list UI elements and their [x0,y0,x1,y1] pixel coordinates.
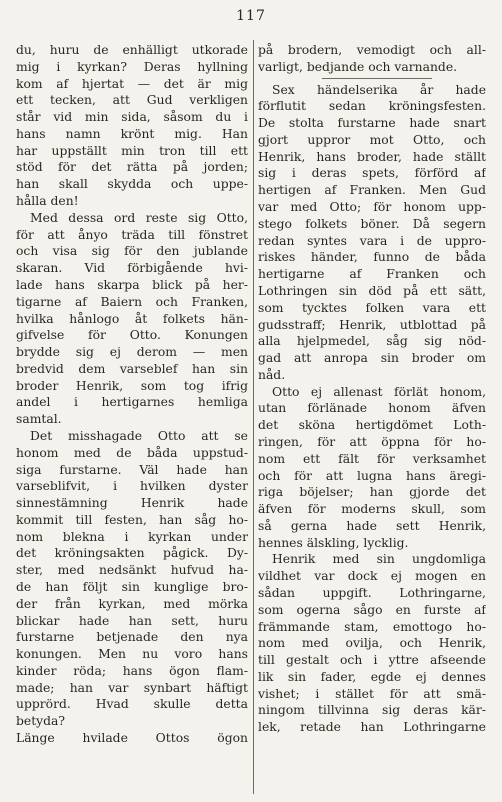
text-line: nåd. [258,367,286,382]
text-line: du, huru de enhälligt utkorade [16,43,248,57]
text-line: står vid min sida, såsom du i [16,110,248,125]
text-line: hans namn krönt mig. Han [16,126,248,141]
text-line: och för att lugna hans äregi- [258,468,486,483]
text-line: konungen. Men nu voro hans [16,647,248,662]
text-line: kommit till festen, han såg ho- [16,512,248,527]
text-line: gjort uppror mot Otto, och [258,132,486,147]
text-line: sig i deras spets, förförd af [258,166,486,181]
text-line: de han följt sin kunglige bro- [16,580,248,594]
text-line: stego folkets böner. Då segern [258,216,486,231]
text-line: har uppställt min tron till ett [16,143,248,158]
page-number: 117 [236,8,266,24]
text-line: nom ett fält för verksamhet [258,451,486,466]
left-column [16,42,248,796]
text-line: för att ånyo träda till fönstret [16,227,248,242]
text-line: hertigarne af Franken och [258,267,486,282]
text-line: der från kyrkan, med mörka [16,596,248,611]
right-column [258,42,486,796]
text-line: samtal. [16,412,62,427]
text-line: sådan uppgift. Lothringarne, [258,586,486,600]
text-line: nom med ovilja, och Henrik, [258,636,486,651]
text-line: och visa sig för den jublande [16,244,248,259]
text-line: hertigen af Franken. Men Gud [258,183,486,198]
text-line: redan syntes vara i de uppro- [258,233,486,248]
text-line: riskes händer, funno de båda [258,250,486,265]
text-line: hvilka hånlogo åt folkets hän- [16,311,248,326]
text-line: stöd för det rätta på jorden; [16,160,248,175]
text-line: blickar hade han sett, huru [16,613,248,628]
text-line: vishet; i stället för att smä- [258,686,486,701]
section-separator [258,76,486,82]
text-line: skaran. Vid förbigående hvi- [16,261,248,276]
text-line: made; han var synbart häftigt [16,680,248,695]
text-line: som tycktes folken vara ett [258,300,486,315]
text-line: ningom tillvinna sig deras kär- [258,703,486,718]
text-line: vildhet var dock ej mogen en [258,569,486,584]
text-line: bredvid dem varseblef han sin [16,361,248,376]
text-line: Sex händelserika år hade [272,82,486,97]
text-line: furstarne betjenade den nya [16,630,248,645]
text-line: riga böjelser; han gjorde det [258,485,486,500]
text-line: Otto ej allenast förlät honom, [272,384,486,399]
text-line: Henrik med sin ungdomliga [272,552,486,567]
text-line: De stolta furstarne hade snart [258,116,486,131]
text-line: lik sin fader, egde ej dennes [258,669,486,684]
text-line: ringen, för att öppna för ho- [258,434,486,449]
text-line: äfven för moderns skull, som [258,502,486,517]
text-line: varligt, bedjande och varnande. [258,59,458,74]
text-line: upprörd. Hvad skulle detta [16,697,248,712]
text-line: ster, med nedsänkt hufvud ha- [16,563,248,578]
text-line: gad att anropa sin broder om [258,351,486,366]
text-line: till gestalt och i yttre afseende [258,653,486,668]
text-line: Det misshagade Otto att se [30,428,248,443]
text-line: gifvelse för Otto. Konungen [16,328,248,343]
text-line: så gerna hade sett Henrik, [258,518,486,533]
text-line: det sköna hertigdömet Loth- [258,418,486,433]
text-line: sinnestämning Henrik hade [16,496,248,511]
text-line: kinder röda; hans ögon flam- [16,663,248,678]
column-divider [253,40,254,794]
text-line: lade hans skarpa blick på her- [16,277,248,292]
text-line: Lothringen sin död på ett sätt, [258,283,486,298]
text-line: varseblifvit, i hvilken dyster [16,479,248,494]
text-line: lek, retade han Lothringarne [258,720,486,735]
text-line: hålla den! [16,194,79,209]
text-line: tigarne af Baiern och Franken, [16,294,248,309]
text-line: siga furstarne. Väl hade han [16,462,248,477]
text-line: Med dessa ord reste sig Otto, [30,210,248,225]
text-line: andel i hertigarnes hemliga [16,395,248,410]
text-line: som ogerna sågo en furste af [258,602,486,617]
text-line: alla hjelpmedel, såg sig nöd- [258,334,486,349]
text-line: brydde sig ej derom — men [16,345,248,360]
text-line: var med Otto; för honom upp- [258,200,486,215]
text-line: Henrik, hans broder, hade ställt [258,149,486,164]
text-line: han skall skydda och uppe- [16,177,248,192]
text-line: hennes älskling, lycklig. [258,535,409,550]
text-line: broder Henrik, som tog ifrig [16,378,248,393]
text-line: betyda? [16,714,66,729]
text-line: det kröningsakten pågick. Dy- [16,546,248,561]
text-line: ett tecken, att Gud verkligen [16,93,248,108]
text-line: Länge hvilade Ottos ögon [16,731,248,746]
text-line: nom blekna i kyrkan under [16,529,248,544]
text-line: utan förlänade honom äfven [258,401,486,416]
text-line: främmande stam, emottogo ho- [258,619,486,634]
text-line: gudsstraff; Henrik, utblottad på [258,317,486,332]
text-line: mig i kyrkan? Deras hyllning [16,59,248,74]
text-line: på brodern, vemodigt och all- [258,43,486,57]
text-line: förflutit sedan kröningsfesten. [258,99,486,114]
text-line: honom med de båda uppstud- [16,445,248,460]
text-line: kom af hjertat — det är mig [16,76,248,91]
